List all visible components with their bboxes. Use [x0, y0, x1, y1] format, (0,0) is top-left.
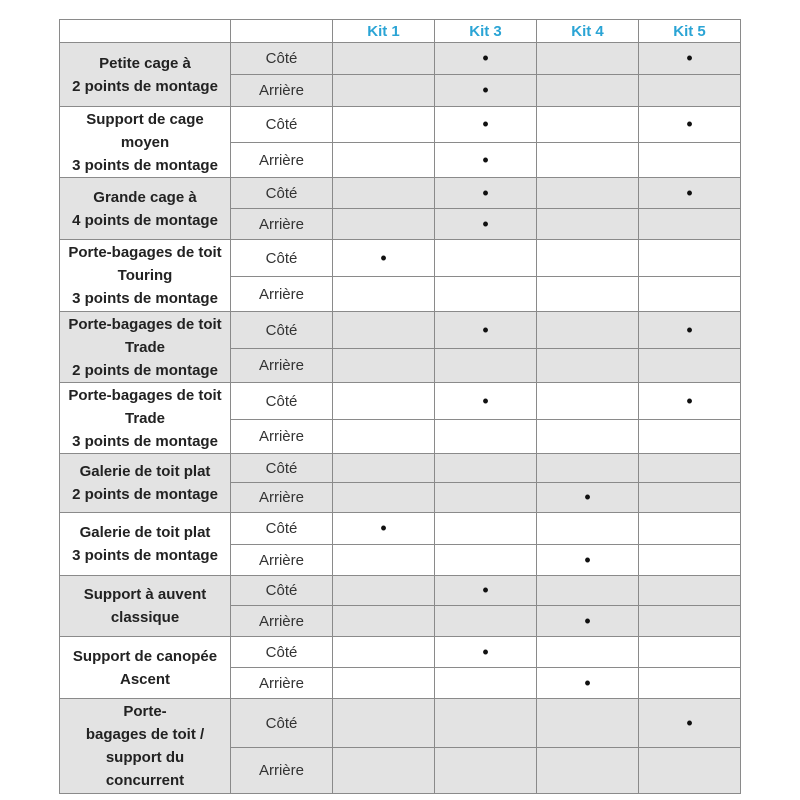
kit-compatibility-cell: • — [435, 143, 537, 178]
mount-position-cell: Arrière — [231, 483, 333, 513]
product-name-cell: Galerie de toit plat 2 points de montage — [60, 454, 231, 513]
header-cell-kit-1: Kit 1 — [333, 20, 435, 43]
mount-position-cell: Arrière — [231, 545, 333, 576]
mount-position-cell: Arrière — [231, 668, 333, 699]
kit-compatibility-cell — [537, 748, 639, 794]
table-row — [60, 43, 741, 75]
kit-compatibility-cell — [639, 748, 741, 794]
kit-compatibility-cell: • — [639, 178, 741, 209]
mount-position-cell: Arrière — [231, 349, 333, 383]
kit-compatibility-cell — [639, 75, 741, 107]
table-row — [60, 107, 741, 143]
kit-compatibility-cell — [639, 576, 741, 606]
kit-compatibility-cell — [537, 75, 639, 107]
mount-position-cell: Arrière — [231, 143, 333, 178]
table-row — [60, 513, 741, 545]
table-row — [60, 383, 741, 420]
header-cell-kit-4: Kit 4 — [537, 20, 639, 43]
kit-compatibility-cell — [435, 240, 537, 277]
kit-compatibility-cell — [537, 178, 639, 209]
mount-position-cell: Côté — [231, 576, 333, 606]
kit-compatibility-cell: • — [435, 75, 537, 107]
kit-compatibility-cell — [333, 43, 435, 75]
table-row — [60, 312, 741, 349]
mount-position-cell: Côté — [231, 513, 333, 545]
kit-compatibility-cell — [333, 420, 435, 454]
header-cell-product — [60, 20, 231, 43]
kit-compatibility-cell — [333, 312, 435, 349]
kit-compatibility-cell — [333, 178, 435, 209]
kit-compatibility-cell: • — [435, 43, 537, 75]
mount-position-cell: Arrière — [231, 748, 333, 794]
kit-compatibility-cell: • — [639, 383, 741, 420]
kit-compatibility-cell — [639, 420, 741, 454]
kit-compatibility-cell — [537, 240, 639, 277]
table-row — [60, 637, 741, 668]
kit-compatibility-cell: • — [435, 178, 537, 209]
kit-compatibility-cell — [333, 349, 435, 383]
product-name-cell: Porte-bagages de toit Trade 2 points de montage — [60, 312, 231, 383]
header-cell-kit-3: Kit 3 — [435, 20, 537, 43]
table-row — [60, 240, 741, 277]
kit-compatibility-cell — [435, 668, 537, 699]
kit-compatibility-cell — [435, 277, 537, 312]
mount-position-cell: Arrière — [231, 420, 333, 454]
kit-compatibility-cell: • — [435, 107, 537, 143]
kit-compatibility-cell — [537, 637, 639, 668]
kit-compatibility-cell — [333, 107, 435, 143]
mount-position-cell: Côté — [231, 454, 333, 483]
kit-compatibility-cell — [435, 699, 537, 748]
kit-compatibility-cell: • — [639, 43, 741, 75]
kit-compatibility-cell: • — [333, 513, 435, 545]
product-name-cell: Porte- bagages de toit / support du concurrent — [60, 699, 231, 794]
mount-position-cell: Arrière — [231, 277, 333, 312]
kit-compatibility-cell — [333, 545, 435, 576]
kit-compatibility-cell: • — [639, 107, 741, 143]
kit-compatibility-cell — [639, 637, 741, 668]
kit-compatibility-cell — [537, 107, 639, 143]
kit-compatibility-cell — [639, 545, 741, 576]
table-row — [60, 576, 741, 606]
kit-compatibility-cell: • — [435, 383, 537, 420]
mount-position-cell: Côté — [231, 178, 333, 209]
table-row — [60, 178, 741, 209]
kit-compatibility-cell — [537, 454, 639, 483]
kit-compatibility-cell — [639, 349, 741, 383]
product-name-cell: Porte-bagages de toit Touring 3 points de montage — [60, 240, 231, 312]
kit-compatibility-cell — [639, 668, 741, 699]
table-header — [60, 20, 741, 43]
kit-compatibility-cell — [333, 143, 435, 178]
kit-compatibility-cell — [435, 513, 537, 545]
kit-compatibility-cell — [333, 606, 435, 637]
mount-position-cell: Côté — [231, 43, 333, 75]
cropped-caption-remnant — [64, 0, 324, 4]
kit-compatibility-cell — [639, 513, 741, 545]
mount-position-cell: Côté — [231, 383, 333, 420]
product-name-cell: Porte-bagages de toit Trade 3 points de montage — [60, 383, 231, 454]
kit-compatibility-cell — [435, 420, 537, 454]
kit-compatibility-cell — [435, 483, 537, 513]
table-body — [60, 43, 741, 794]
kit-compatibility-cell — [537, 312, 639, 349]
kit-compatibility-cell — [333, 454, 435, 483]
kit-compatibility-cell — [537, 420, 639, 454]
kit-compatibility-cell — [537, 513, 639, 545]
kit-compatibility-cell: • — [435, 209, 537, 240]
table-row — [60, 454, 741, 483]
kit-compatibility-cell — [333, 699, 435, 748]
kit-compatibility-cell — [435, 349, 537, 383]
kit-compatibility-cell: • — [537, 483, 639, 513]
mount-position-cell: Arrière — [231, 75, 333, 107]
kit-compatibility-cell — [639, 606, 741, 637]
kit-compatibility-cell — [333, 576, 435, 606]
mount-position-cell: Côté — [231, 240, 333, 277]
kit-compatibility-cell — [333, 668, 435, 699]
kit-compatibility-cell — [333, 748, 435, 794]
mount-position-cell: Côté — [231, 312, 333, 349]
kit-compatibility-cell: • — [435, 312, 537, 349]
kit-compatibility-cell — [537, 576, 639, 606]
header-cell-position — [231, 20, 333, 43]
kit-compatibility-cell — [333, 75, 435, 107]
kit-compatibility-cell — [639, 483, 741, 513]
kit-compatibility-cell — [435, 454, 537, 483]
mount-position-cell: Côté — [231, 637, 333, 668]
kit-compatibility-cell — [333, 637, 435, 668]
kit-compatibility-cell — [333, 209, 435, 240]
mount-position-cell: Côté — [231, 699, 333, 748]
mount-position-cell: Arrière — [231, 209, 333, 240]
kit-compatibility-cell — [537, 143, 639, 178]
kit-compatibility-cell: • — [333, 240, 435, 277]
kit-compatibility-cell — [537, 699, 639, 748]
kit-compatibility-cell: • — [639, 699, 741, 748]
kit-compatibility-cell: • — [639, 312, 741, 349]
kit-compatibility-cell — [333, 483, 435, 513]
kit-compatibility-cell — [639, 240, 741, 277]
kit-compatibility-cell — [435, 545, 537, 576]
header-cell-kit-5: Kit 5 — [639, 20, 741, 43]
kit-compatibility-cell — [639, 454, 741, 483]
kit-compatibility-cell — [537, 209, 639, 240]
kit-compatibility-cell — [333, 383, 435, 420]
product-name-cell: Support à auvent classique — [60, 576, 231, 637]
kit-compatibility-table — [59, 19, 741, 794]
kit-compatibility-cell: • — [537, 606, 639, 637]
kit-compatibility-cell: • — [435, 637, 537, 668]
kit-compatibility-cell — [435, 606, 537, 637]
product-name-cell: Support de cage moyen 3 points de montage — [60, 107, 231, 178]
product-name-cell: Grande cage à 4 points de montage — [60, 178, 231, 240]
product-name-cell: Petite cage à 2 points de montage — [60, 43, 231, 107]
mount-position-cell: Côté — [231, 107, 333, 143]
header-row — [60, 20, 741, 43]
product-name-cell: Support de canopée Ascent — [60, 637, 231, 699]
kit-compatibility-cell: • — [537, 668, 639, 699]
kit-compatibility-cell — [537, 349, 639, 383]
kit-compatibility-cell — [537, 277, 639, 312]
kit-compatibility-cell: • — [435, 576, 537, 606]
table-row — [60, 699, 741, 748]
kit-compatibility-cell — [537, 43, 639, 75]
kit-compatibility-cell: • — [537, 545, 639, 576]
kit-compatibility-cell — [639, 209, 741, 240]
kit-compatibility-cell — [333, 277, 435, 312]
product-name-cell: Galerie de toit plat 3 points de montage — [60, 513, 231, 576]
kit-compatibility-cell — [639, 277, 741, 312]
kit-compatibility-cell — [639, 143, 741, 178]
mount-position-cell: Arrière — [231, 606, 333, 637]
kit-compatibility-cell — [537, 383, 639, 420]
kit-compatibility-cell — [435, 748, 537, 794]
